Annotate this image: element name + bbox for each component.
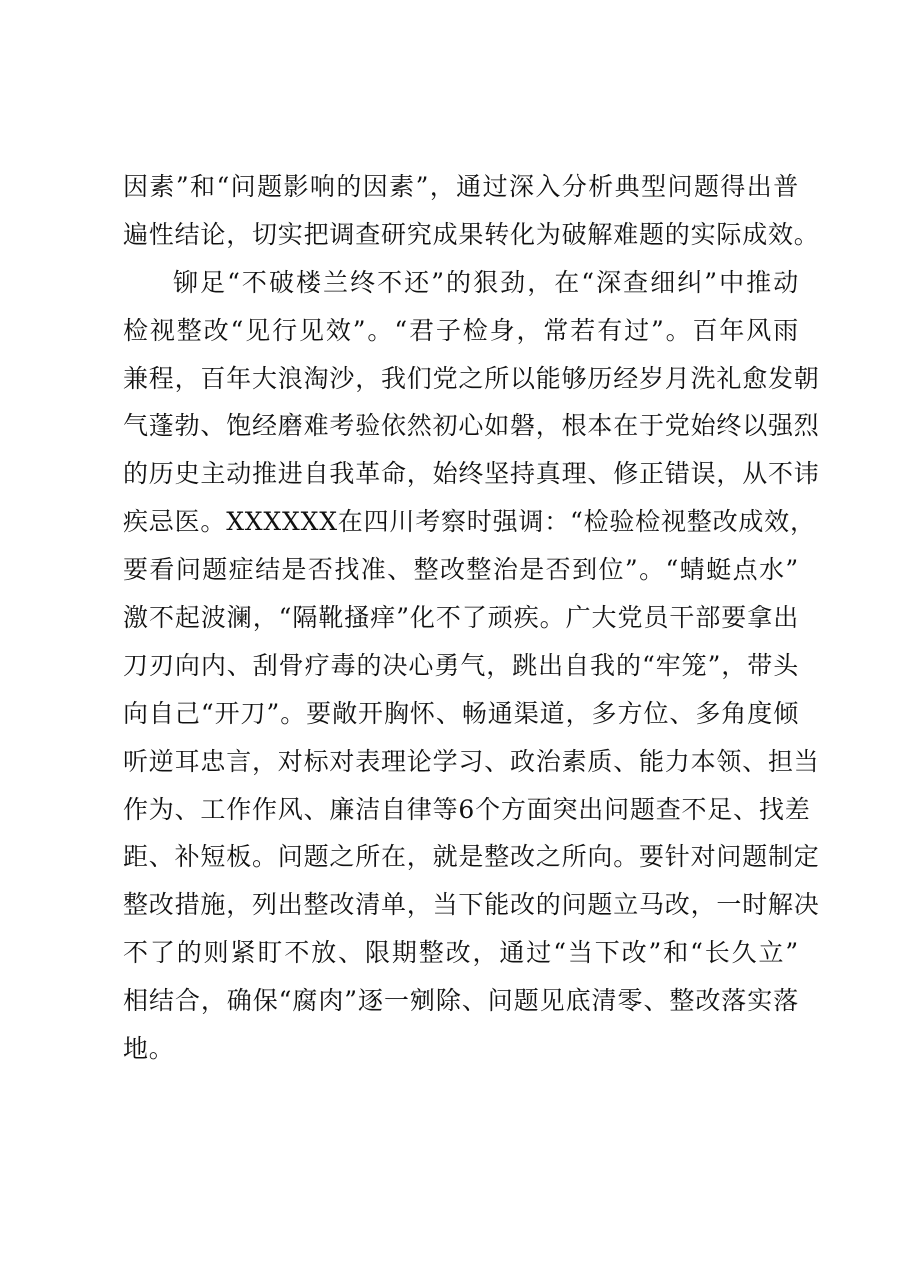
text-line: 向自己“开刀”。要敞开胸怀、畅通渠道，多方位、多角度倾: [123, 698, 799, 728]
text-line: 气蓬勃、饱经磨难考验依然初心如磐，根本在于党始终以强烈: [123, 411, 820, 441]
text-line: 地。: [123, 1034, 175, 1064]
text-line: 的历史主动推进自我革命，始终坚持真理、修正错误，从不讳: [123, 459, 820, 489]
text-line: 检视整改“见行见效”。“君子检身，常若有过”。百年风雨: [123, 315, 799, 345]
body-text: [123, 163, 820, 1073]
text-line: 作为、工作作风、廉洁自律等6个方面突出问题查不足、找差: [123, 794, 811, 824]
text-line: 听逆耳忠言，对标对表理论学习、政治素质、能力本领、担当: [123, 746, 820, 776]
text-line: 不了的则紧盯不放、限期整改，通过“当下改”和“长久立”: [123, 938, 799, 968]
text-line: 因素”和“问题影响的因素”，通过深入分析典型问题得出普: [123, 172, 799, 201]
text-line: 兼程，百年大浪淘沙，我们党之所以能够历经岁月洗礼愈发朝: [123, 363, 820, 393]
text-line: 疾忌医。XXXXXX在四川考察时强调：“检验检视整改成效，: [123, 507, 816, 537]
paragraph-first-line: 铆足“不破楼兰终不还”的狠劲，在“深查细纠”中推动: [173, 267, 799, 297]
text-line: 要看问题症结是否找准、整改整治是否到位”。“蜻蜓点水”: [123, 555, 799, 585]
text-line: 激不起波澜，“隔靴搔痒”化不了顽疾。广大党员干部要拿出: [123, 603, 799, 633]
text-line: 遍性结论，切实把调查研究成果转化为破解难题的实际成效。: [123, 219, 820, 249]
text-line: 刀刃向内、刮骨疗毒的决心勇气，跳出自我的“牢笼”，带头: [123, 650, 799, 680]
text-line: 相结合，确保“腐肉”逐一剜除、问题见底清零、整改落实落: [123, 986, 799, 1016]
text-line: 整改措施，列出整改清单，当下能改的问题立马改，一时解决: [123, 890, 820, 920]
text-line: 距、补短板。问题之所在，就是整改之所向。要针对问题制定: [123, 842, 820, 872]
